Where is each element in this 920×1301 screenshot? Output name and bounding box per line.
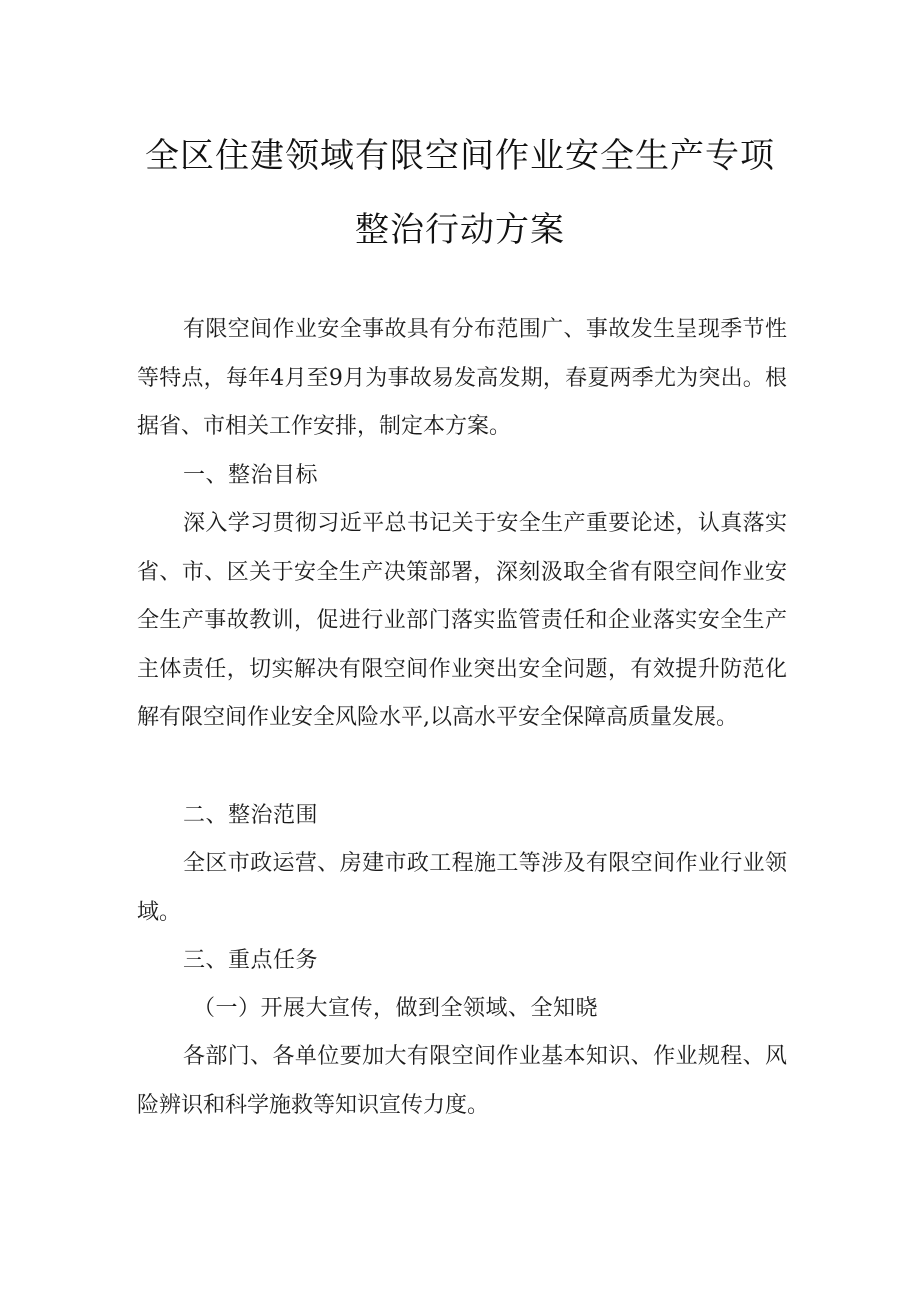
section-1-paragraph: 深入学习贯彻习近平总书记关于安全生产重要论述，认真落实省、市、区关于安全生产决策部署，深刻汲取全省有限空间作业安全生产事故教训，促进行业部门落实监管责任和企业落实安全生产主体责任，切实解决有限空间作业突出安全问题，有效提升防范化解有限空间作业安全风险水平,以高水平安全保障高质量发展。: [137, 511, 787, 730]
document-title-line-2: 整治行动方案: [355, 210, 565, 250]
intro-paragraph: 有限空间作业安全事故具有分布范围广、事故发生呈现季节性等特点，每年4月至9月为事故易发高发期，春夏两季尤为突出。根据省、市相关工作安排，制定本方案。: [137, 317, 787, 439]
section-2-paragraph: 全区市政运营、房建市政工程施工等涉及有限空间作业行业领域。: [137, 851, 787, 925]
section-2-heading: 二、整治范围: [183, 803, 319, 828]
document-title-line-1: 全区住建领域有限空间作业安全生产专项: [145, 136, 775, 176]
subsection-1-paragraph: 各部门、各单位要加大有限空间作业基本知识、作业规程、风险辨识和科学施救等知识宣传力度。: [137, 1044, 787, 1118]
section-1-heading: 一、整治目标: [183, 463, 319, 488]
section-3-heading: 三、重点任务: [183, 948, 319, 973]
subsection-1-heading: （一）开展大宣传，做到全领域、全知晓: [193, 996, 599, 1021]
